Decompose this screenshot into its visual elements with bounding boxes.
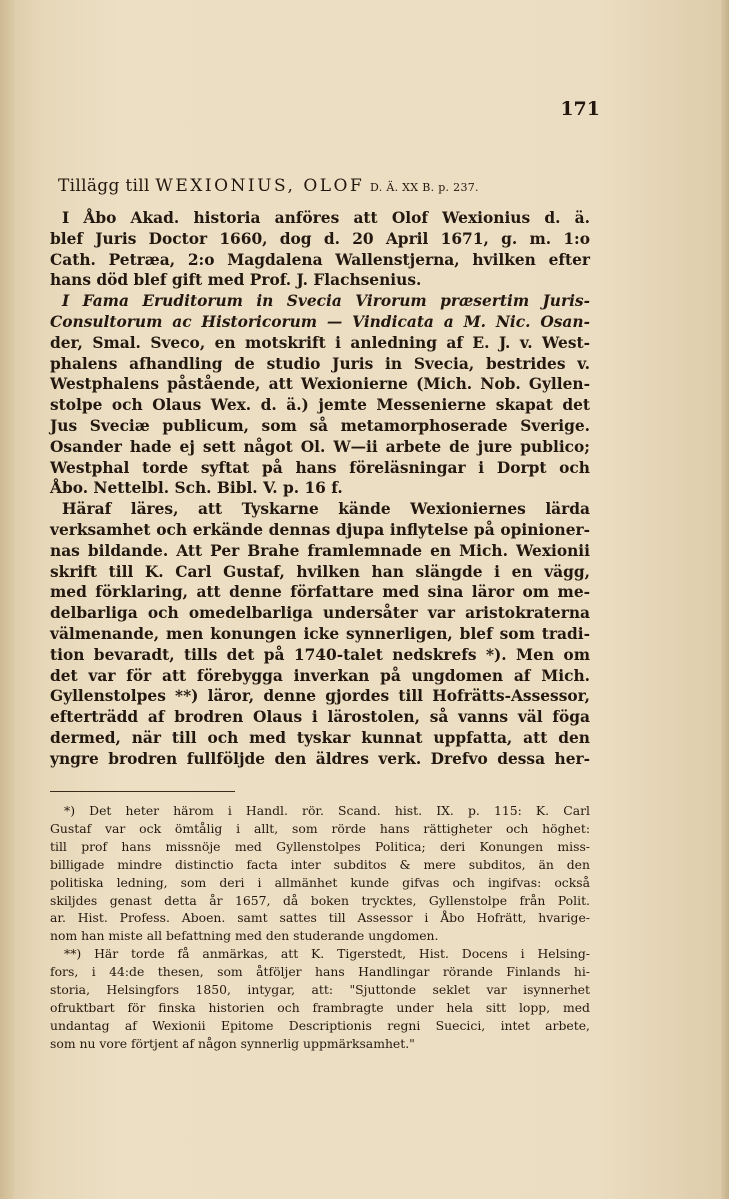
body-line: Consultorum ac Historicorum — Vindicata a M. Nic. Osan- [50,312,590,331]
heading-name: WEXIONIUS, OLOF [155,176,365,196]
body-line: Häraf läres, att Tyskarne kände Wexioniernes lärda [62,500,590,519]
body-line: I Fama Eruditorum in Svecia Virorum præsertim Juris- [62,292,590,311]
body-line: Osander hade ej sett något Ol. W—ii arbete de jure publico; [50,437,590,456]
body-line: verksamhet och erkände dennas djupa inflytelse på opinioner- [50,520,590,539]
footnotes [50,802,590,1053]
body-line: tion bevaradt, tills det på 1740-talet nedskrefs *). Men om [50,645,590,664]
page-number: 171 [560,98,600,120]
body-line: blef Juris Doctor 1660, dog d. 20 April 1671, g. m. 1:o [50,229,590,248]
body-line: med förklaring, att denne författare med sina läror om me- [50,583,590,602]
body-line: nas bildande. Att Per Brahe framlemnade en Mich. Wexionii [50,541,590,560]
footnote-line: nom han miste all befattning med den studerande ungdomen. [50,928,439,944]
body-line: det var för att förebygga inverkan på ungdomen af Mich. [50,666,590,685]
footnote-line: billigade mindre distinctio facta inter subditos & mere subditos, än den [50,856,590,872]
body-text [50,208,590,770]
footnote-line: ar. Hist. Profess. Aboen. samt sattes till Assessor i Åbo Hofrätt, hvarige- [50,910,590,926]
footnote-line: fors, i 44:de thesen, som åtföljer hans Handlingar rörande Finlands hi- [50,964,590,980]
body-line: Westphal torde syftat på hans föreläsningar i Dorpt och [50,458,590,477]
footnote-line: politiska ledning, som deri i allmänhet kunde gifvas och ingifvas: också [50,874,590,890]
body-line: stolpe och Olaus Wex. d. ä.) jemte Messenierne skapat det [50,396,590,415]
footnote-divider [50,791,235,792]
body-line: phalens afhandling de studio Juris in Svecia, bestrides v. [50,354,590,373]
footnote-line: skiljdes genast detta år 1657, då boken trycktes, Gyllenstolpe från Polit. [50,892,590,908]
body-line: Cath. Petræa, 2:o Magdalena Wallenstjerna, hvilken efter [50,250,590,269]
body-line: hans död blef gift med Prof. J. Flachsenius. [50,271,422,290]
footnote-line: storia, Helsingfors 1850, intygar, att: "Sjuttonde seklet var isynnerhet [50,982,590,998]
page-right-edge [721,0,729,1199]
body-line: skrift till K. Carl Gustaf, hvilken han slängde i en vägg, [50,562,590,581]
body-line: Åbo. Nettelbl. Sch. Bibl. V. p. 16 f. [50,479,343,498]
footnote-line: undantag af Wexionii Epitome Descriptionis regni Suecici, intet arbete, [50,1017,590,1033]
footnote-line: **) Här torde få anmärkas, att K. Tigerstedt, Hist. Docens i Helsing- [64,946,590,962]
page-binding-edge [0,0,14,1199]
body-line: välmenande, men konungen icke synnerligen, blef som tradi- [50,624,590,643]
footnote-line: Gustaf var ock ömtålig i allt, som rörde hans rättigheter och höghet: [50,820,590,836]
body-line: der, Smal. Sveco, en motskrift i anledning af E. J. v. West- [50,333,590,352]
body-line: efterträdd af brodren Olaus i lärostolen, så vanns väl föga [50,708,590,727]
heading-prefix: Tillägg till [58,176,150,196]
body-line: Jus Sveciæ publicum, som så metamorphoserade Sverige. [50,416,590,435]
footnote-line: till prof hans missnöje med Gyllenstolpes Politica; deri Konungen miss- [50,838,590,854]
body-line: delbarliga och omedelbarliga undersåter var aristokraterna [50,604,590,623]
body-line: yngre brodren fullföljde den äldres verk. Drefvo dessa her- [50,749,590,768]
body-line: dermed, när till och med tyskar kunnat uppfatta, att den [50,728,590,747]
article-heading [58,176,618,196]
footnote-line: *) Det heter härom i Handl. rör. Scand. hist. IX. p. 115: K. Carl [64,803,590,818]
body-line: Gyllenstolpes **) läror, denne gjordes till Hofrätts-Assessor, [50,687,590,706]
body-line: Westphalens påstående, att Wexionierne (Mich. Nob. Gyllen- [50,375,590,394]
body-line: I Åbo Akad. historia anföres att Olof Wexionius d. ä. [62,209,590,227]
footnote-line: ofruktbart för finska historien och frambragte under hela sitt lopp, med [50,999,590,1015]
heading-reference: D. Ä. XX B. p. 237. [370,181,479,194]
footnote-line: som nu vore förtjent af någon synnerlig uppmärksamhet." [50,1035,415,1051]
